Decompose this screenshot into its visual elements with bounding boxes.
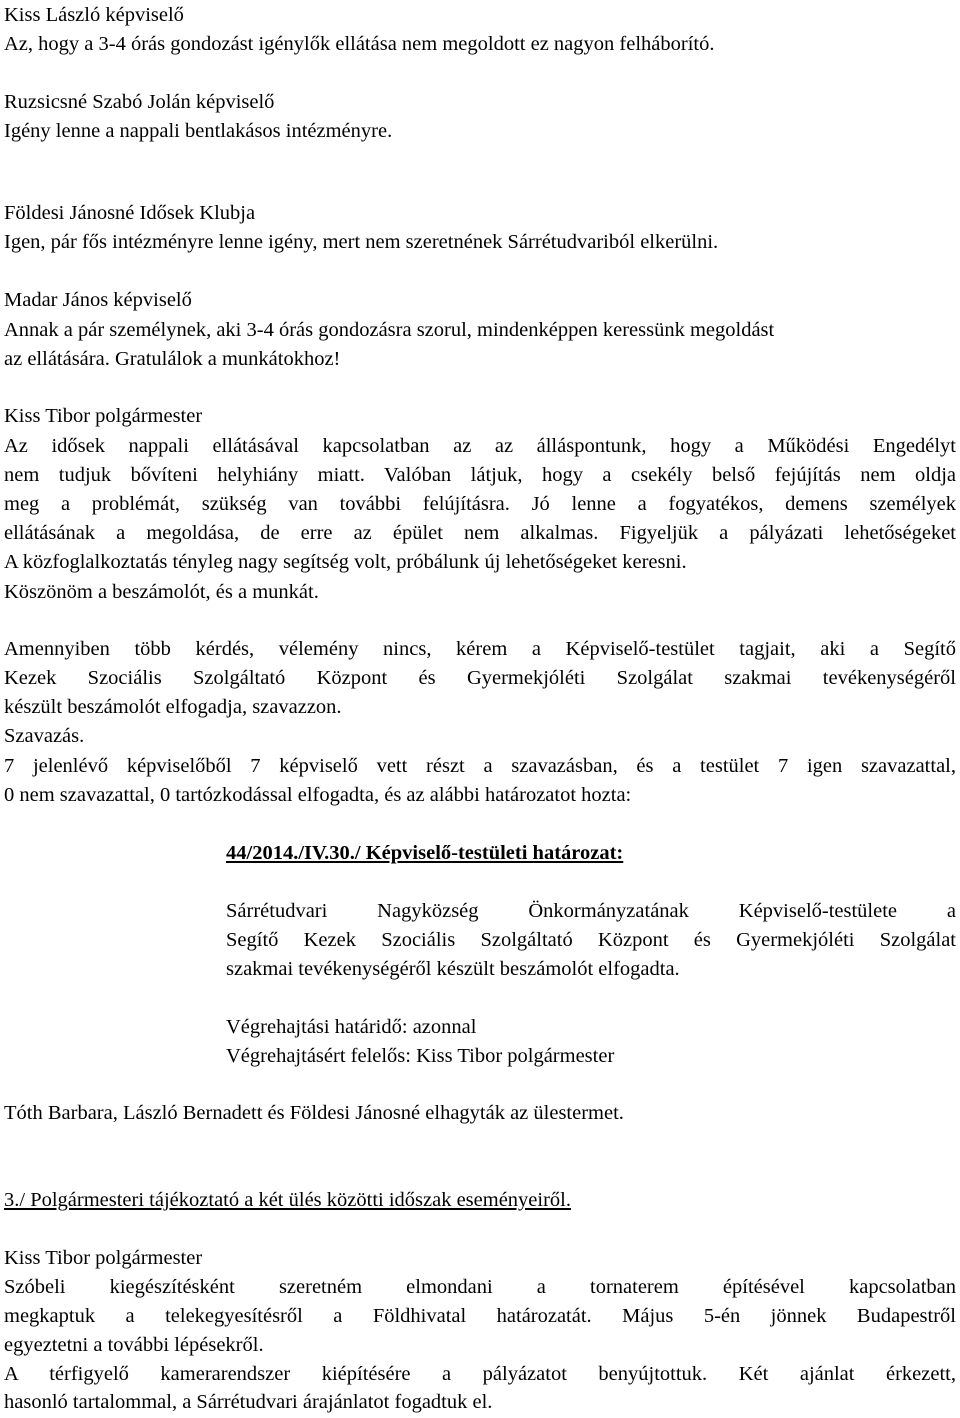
paragraph-line: 0 nem szavazattal, 0 tartózkodással elfogadta, és az alábbi határozatot hozta: (4, 784, 632, 806)
paragraph-line: az ellátására. Gratulálok a munkátokhoz! (4, 348, 341, 370)
vote-label: Szavazás. (4, 725, 85, 747)
paragraph-line: egyeztetni a további lépésekről. (4, 1334, 264, 1356)
paragraph-line: megkaptuk a telekegyesítésről a Földhivatal határozatát. Május 5-én jönnek Budapestről (4, 1305, 956, 1327)
paragraph-line: Igen, pár fős intézményre lenne igény, mert nem szeretnének Sárrétudvariból elkerülni. (4, 231, 719, 253)
speaker-ruzsicsne: Ruzsicsné Szabó Jolán képviselő (4, 91, 275, 113)
paragraph-line: ellátásának a megoldása, de erre az épület nem alkalmas. Figyeljük a pályázati lehetőségeket (4, 522, 956, 544)
deadline-line: Végrehajtási határidő: azonnal (226, 1016, 477, 1038)
paragraph-line: Annak a pár személynek, aki 3-4 órás gondozásra szorul, mindenképpen keressünk megoldást (4, 319, 775, 341)
resolution-line: Sárrétudvari Nagyközség Önkormányzatának Képviselő-testülete a (226, 900, 956, 922)
paragraph-line: hasonló tartalommal, a Sárrétudvari árajánlatot fogadtuk el. (4, 1391, 493, 1413)
responsible-line: Végrehajtásért felelős: Kiss Tibor polgármester (226, 1045, 615, 1067)
paragraph-line: Amennyiben több kérdés, vélemény nincs, kérem a Képviselő-testület tagjait, aki a Segítő (4, 638, 956, 660)
speaker-kiss-laszlo: Kiss László képviselő (4, 4, 184, 26)
speaker-kiss-tibor: Kiss Tibor polgármester (4, 1247, 203, 1269)
paragraph-line: A térfigyelő kamerarendszer kiépítésére a pályázatot benyújtottuk. Két ajánlat érkezett, (4, 1363, 956, 1385)
paragraph-line: Az, hogy a 3-4 órás gondozást igénylők ellátása nem megoldott ez nagyon felháborító. (4, 33, 715, 55)
paragraph-line: készült beszámolót elfogadja, szavazzon. (4, 696, 342, 718)
resolution-title: 44/2014./IV.30./ Képviselő-testületi határozat: (226, 842, 624, 864)
speaker-madar: Madar János képviselő (4, 289, 192, 311)
paragraph-line: 7 jelenlévő képviselőből 7 képviselő vett részt a szavazásban, és a testület 7 igen szavazattal, (4, 755, 956, 777)
speaker-kiss-tibor: Kiss Tibor polgármester (4, 405, 203, 427)
paragraph-line: Igény lenne a nappali bentlakásos intézményre. (4, 120, 393, 142)
speaker-foldesi: Földesi Jánosné Idősek Klubja (4, 202, 256, 224)
paragraph-line: A közfoglalkoztatás tényleg nagy segítség volt, próbálunk új lehetőségeket keresni. (4, 551, 687, 573)
paragraph-line: meg a problémát, szükség van további felújításra. Jó lenne a fogyatékos, demens személyek (4, 493, 956, 515)
paragraph-line: nem tudjuk bővíteni helyhiány miatt. Valóban látjuk, hogy a csekély belső fejújítás nem oldja (4, 464, 956, 486)
paragraph-line: Szóbeli kiegészítésként szeretném elmondani a tornaterem építésével kapcsolatban (4, 1276, 956, 1298)
paragraph-line: Az idősek nappali ellátásával kapcsolatban az az álláspontunk, hogy a Működési Engedélyt (4, 435, 956, 457)
resolution-line: szakmai tevékenységéről készült beszámolót elfogadta. (226, 958, 680, 980)
paragraph-line: Köszönöm a beszámolót, és a munkát. (4, 581, 319, 603)
resolution-line: Segítő Kezek Szociális Szolgáltató Központ és Gyermekjóléti Szolgálat (226, 929, 956, 951)
paragraph-line: Kezek Szociális Szolgáltató Központ és Gyermekjóléti Szolgálat szakmai tevékenységéről (4, 667, 956, 689)
paragraph-line: Tóth Barbara, László Bernadett és Földesi Jánosné elhagyták az ülestermet. (4, 1102, 624, 1124)
agenda-item-3: 3./ Polgármesteri tájékoztató a két ülés közötti időszak eseményeiről. (4, 1189, 571, 1211)
